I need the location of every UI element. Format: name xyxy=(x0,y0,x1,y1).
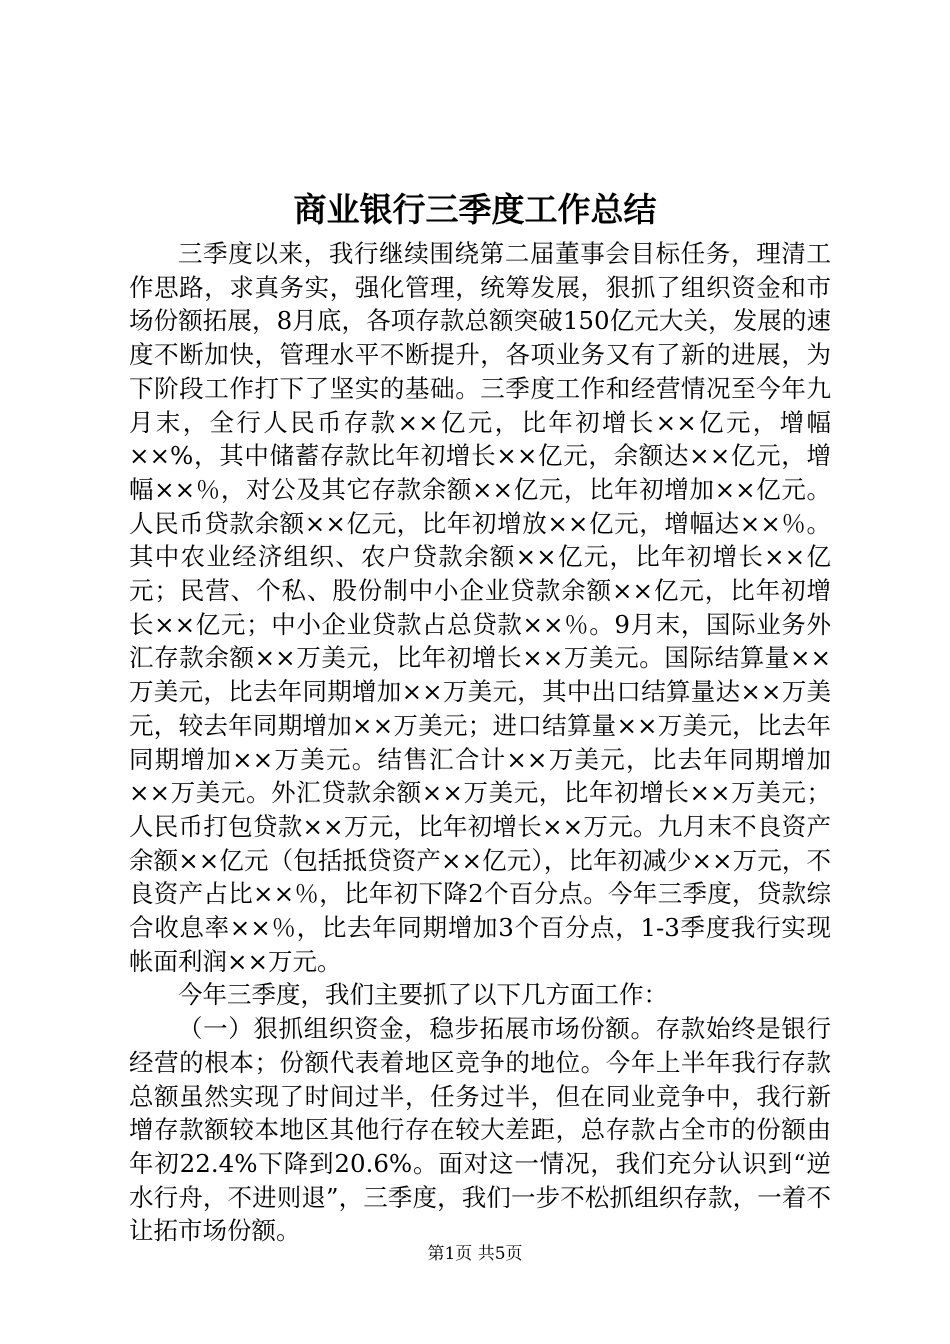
paragraph-summary: 三季度以来，我行继续围绕第二届董事会目标任务，理清工作思路，求真务实，强化管理，统筹发展，狠抓了组织资金和市场份额拓展，8月底，各项存款总额突破150亿元大关，发展的速度不断加快，管理水平不断提升，各项业务又有了新的进展，为下阶段工作打下了坚实的基础。三季度工作和经营情况至今年九月末，全行人民币存款××亿元，比年初增长××亿元，增幅××%，其中储蓄存款比年初增长××亿元，余额达××亿元，增幅××％，对公及其它存款余额××亿元，比年初增加××亿元。人民币贷款余额××亿元，比年初增放××亿元，增幅达××％。其中农业经济组织、农户贷款余额××亿元，比年初增长××亿元；民营、个私、股份制中小企业贷款余额××亿元，比年初增长××亿元；中小企业贷款占总贷款××％。9月末，国际业务外汇存款余额××万美元，比年初增长××万美元。国际结算量××万美元，比去年同期增加××万美元，其中出口结算量达××万美元，较去年同期增加××万美元；进口结算量××万美元，比去年同期增加××万美元。结售汇合计××万美元，比去年同期增加××万美元。外汇贷款余额××万美元，比年初增长××万美元；人民币打包贷款××万元，比年初增长××万元。九月末不良资产余额××亿元（包括抵贷资产××亿元），比年初减少××万元，不良资产占比××％，比年初下降2个百分点。今年三季度，贷款综合收息率××％，比去年同期增加3个百分点，1-3季度我行实现帐面利润××万元。 xyxy=(129,239,831,976)
page-footer: 第1页 共5页 xyxy=(427,1244,523,1264)
document-body xyxy=(129,237,831,1248)
document-title: 商业银行三季度工作总结 xyxy=(293,190,657,229)
paragraph-intro: 今年三季度，我们主要抓了以下几方面工作： xyxy=(178,980,668,1010)
paragraph-section-1: （一）狠抓组织资金，稳步拓展市场份额。存款始终是银行经营的根本；份额代表着地区竞争的地位。今年上半年我行存款总额虽然实现了时间过半，任务过半，但在同业竞争中，我行新增存款额较本地区其他行存在较大差距，总存款占全市的份额由年初22.4%下降到20.6%。面对这一情况，我们充分认识到“逆水行舟，不进则退”，三季度，我们一步不松抓组织存款，一着不让拓市场份额。 xyxy=(129,1014,831,1246)
